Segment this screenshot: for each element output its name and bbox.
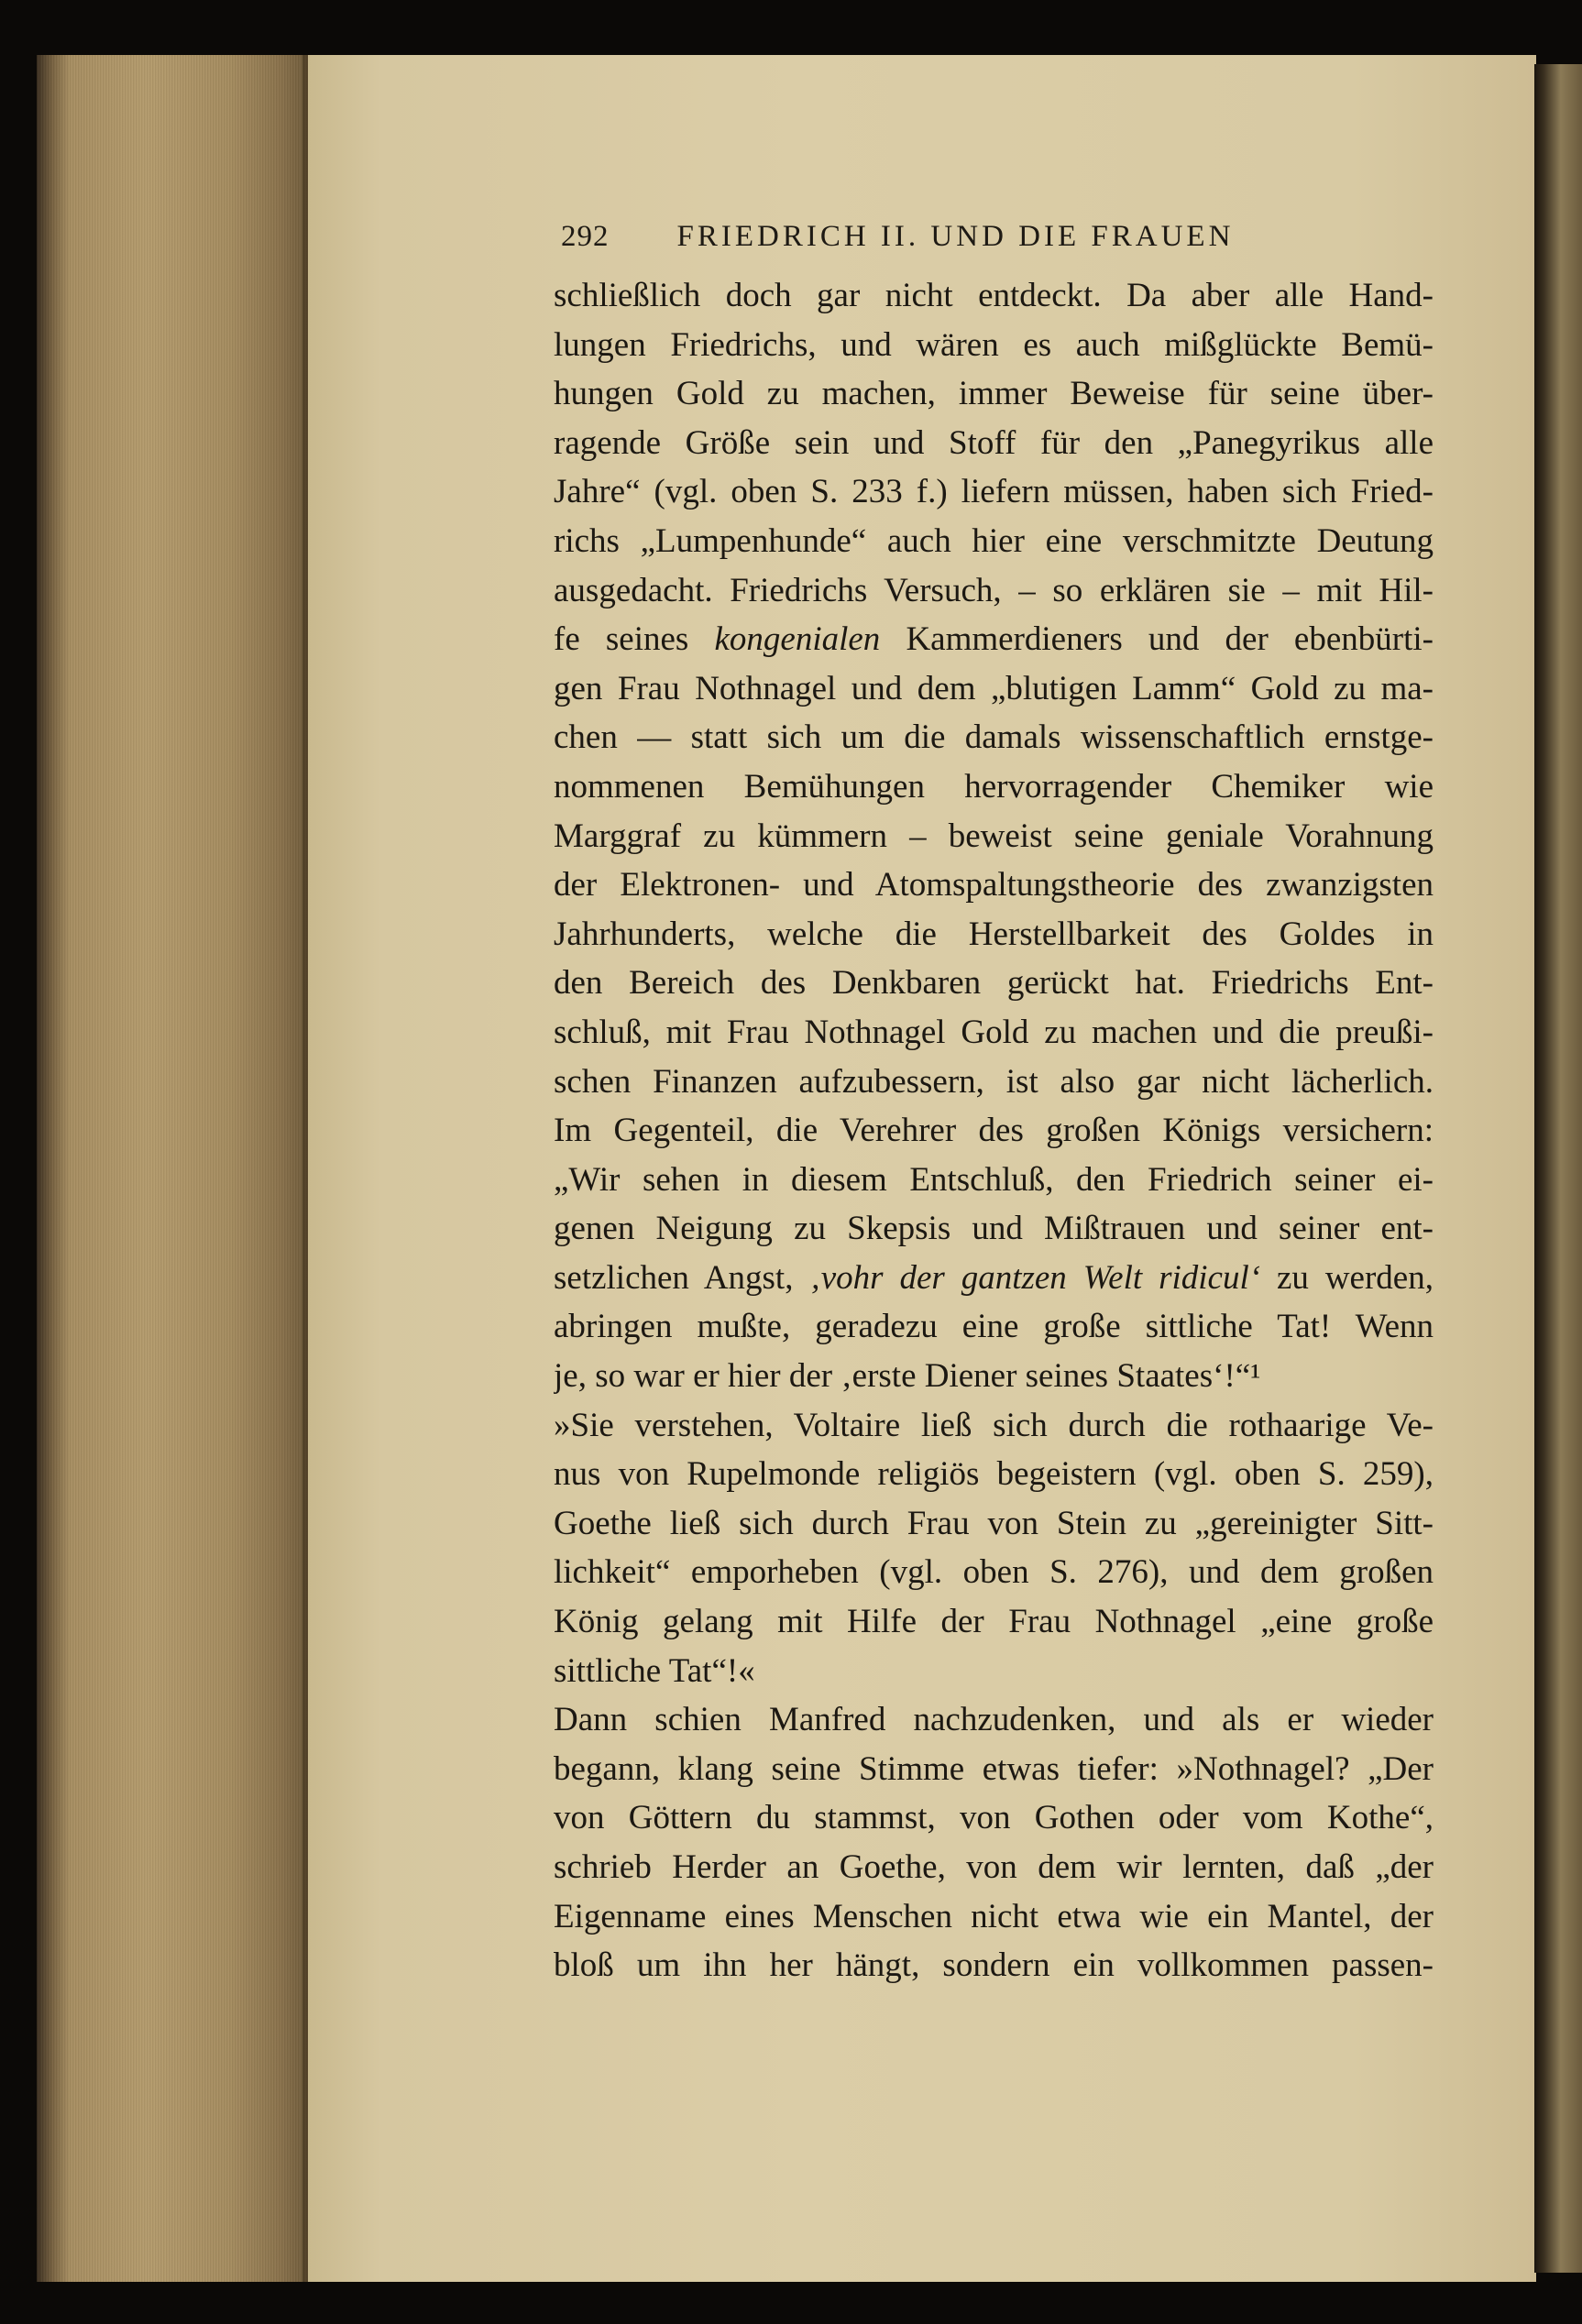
text-line: Jahre“ (vgl. oben S. 233 f.) liefern müssen, haben sich Fried- (554, 473, 1434, 511)
page-number: 292 (561, 220, 610, 253)
text-line: sittliche Tat“!« (554, 1651, 755, 1690)
italic-phrase: ‚vohr der gantzen Welt ridicul‘ (809, 1258, 1261, 1297)
text-line: nommenen Bemühungen hervorragender Chemiker wie (554, 767, 1434, 806)
text-line: hungen Gold zu machen, immer Beweise für seine über- (554, 375, 1434, 413)
text-line (554, 1254, 1434, 1303)
text-line: König gelang mit Hilfe der Frau Nothnagel „eine große (554, 1603, 1434, 1641)
italic-phrase: kongenialen (714, 620, 881, 659)
text-line: richs „Lumpenhunde“ auch hier eine verschmitzte Deutung (554, 521, 1434, 560)
text-line: Eigenname eines Menschen nicht etwa wie ein Mantel, der (554, 1897, 1434, 1935)
text-line: nus von Rupelmonde religiös begeistern (vgl. oben S. 259), (554, 1455, 1434, 1494)
text-line: bloß um ihn her hängt, sondern ein vollkommen passen- (554, 1946, 1434, 1985)
text-line: »Sie verstehen, Voltaire ließ sich durch die rothaarige Ve- (554, 1406, 1434, 1444)
running-header (561, 220, 1441, 271)
text-line: ragende Größe sein und Stoff für den „Panegyrikus alle (554, 423, 1434, 462)
text-line: gen Frau Nothnagel und dem „blutigen Lamm“ Gold zu ma- (554, 669, 1434, 707)
text-line: ausgedacht. Friedrichs Versuch, – so erklären sie – mit Hil- (554, 571, 1434, 609)
text-line: Jahrhunderts, welche die Herstellbarkeit des Goldes in (554, 915, 1434, 953)
text-line: von Göttern du stammst, von Gothen oder vom Kothe“, (554, 1799, 1434, 1837)
text-line: schluß, mit Frau Nothnagel Gold zu machen und die preußi- (554, 1013, 1434, 1051)
text-run: Kammerdieners und der ebenbürti- (880, 620, 1434, 659)
text-line: „Wir sehen in diesem Entschluß, den Friedrich seiner ei- (554, 1160, 1434, 1199)
text-line: Dann schien Manfred nachzudenken, und als er wieder (554, 1701, 1434, 1739)
text-line: lungen Friedrichs, und wären es auch mißglückte Bemü- (554, 325, 1434, 364)
text-line: abringen mußte, geradezu eine große sittliche Tat! Wenn (554, 1308, 1434, 1346)
text-line: lichkeit“ emporheben (vgl. oben S. 276), und dem großen (554, 1553, 1434, 1592)
text-run: setzlichen Angst, (554, 1258, 810, 1297)
text-line: Goethe ließ sich durch Frau von Stein zu „gereinigter Sitt- (554, 1504, 1434, 1542)
text-line: begann, klang seine Stimme etwas tiefer: »Nothnagel? „Der (554, 1749, 1434, 1788)
text-run: fe seines (554, 620, 715, 659)
text-line: chen — statt sich um die damals wissenschaftlich ernstge- (554, 718, 1434, 757)
body-text (554, 271, 1434, 1990)
text-line: der Elektronen- und Atomspaltungstheorie des zwanzigsten (554, 866, 1434, 904)
running-head-title: FRIEDRICH II. UND DIE FRAUEN (676, 220, 1235, 253)
facing-page-edge (1534, 64, 1582, 2273)
text-line: schrieb Herder an Goethe, von dem wir lernten, daß „der (554, 1848, 1434, 1886)
text-line: Im Gegenteil, die Verehrer des großen Königs versichern: (554, 1112, 1434, 1150)
text-line: je, so war er hier der ‚erste Diener seines Staates‘!“¹ (554, 1357, 1261, 1396)
text-run: zu werden, (1260, 1258, 1434, 1297)
text-line (554, 615, 1434, 664)
text-line: den Bereich des Denkbaren gerückt hat. Friedrichs Ent- (554, 964, 1434, 1003)
text-line: Marggraf zu kümmern – beweist seine geniale Vorahnung (554, 817, 1434, 855)
page-block-edge (37, 55, 312, 2282)
text-line: schen Finanzen aufzubessern, ist also gar nicht lächerlich. (554, 1062, 1434, 1101)
text-line: schließlich doch gar nicht entdeckt. Da aber alle Hand- (554, 277, 1434, 314)
text-line: genen Neigung zu Skepsis und Mißtrauen und seiner ent- (554, 1210, 1434, 1248)
